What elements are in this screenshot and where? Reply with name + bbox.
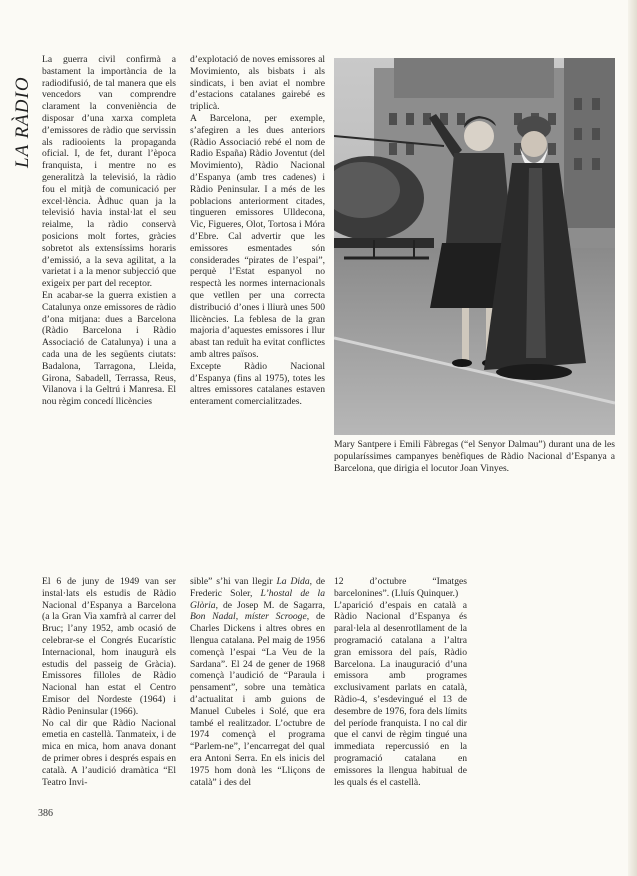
caption-text: Mary Santpere i Emili Fàbregas (“el Senyor Dalmau”) durant una de les popularíssimes campanyes benèfiques de Ràdio Nacional d’Espanya a Barcelona, que dirigia el locutor Joan Vinyes. [334,439,615,474]
top-column-2 [190,54,325,408]
page-edge [628,0,637,876]
paragraph: 12 d’octubre “Imatges barcelonines”. (Lluís Quinquer.) [334,576,467,599]
top-column-1 [42,54,176,408]
paragraph: No cal dir que Ràdio Nacional emetia en castellà. Tanmateix, i de mica en mica, hom anava donant de primer obres i després espais en català. A l’audició dramàtica “El Teatro Invi- [42,717,176,788]
paragraph [190,576,325,788]
section-title [10,50,34,170]
paragraph: La guerra civil confirmà a bastament la importància de la radiodifusió, de tal manera que els vencedors van comprendre clarament la conveniència de disposar d’una xarxa completa d’emissores de ràdio que servissin als radiooients la propaganda oficial. I, de fet, durant l’època franquista, i mentre no es generalitzà la televisió, la ràdio fou el mitjà de comunicació per excel·lència. Àdhuc quan ja la televisió havia instal·lat el seu reialme, la ràdio conservà posicions molt fortes, gràcies sobretot als extensíssims horaris d’emissió, a la seva agilitat, a la varietat i a la menor subjecció que exigeix per part del receptor. [42,54,176,290]
photograph [334,58,615,435]
bottom-column-2 [190,576,325,788]
title-bon-nadal: Bon Nadal, míster Scrooge [190,611,307,623]
page-number: 386 [38,808,53,819]
photo-caption [334,439,615,475]
text-run: sible” s’hi van llegir [190,576,277,587]
title-hostal-gloria: L’hostal de la Glòria [190,587,325,611]
text-run: , de Charles Dickens i altres obres en llengua catalana. Pel maig de 1956 començà l’espai “La Veu de la Sardana”. El 24 de gener de 1968 començà l’audició de “Paraula i pensament”, sobre una temàtica d’actualitat i amb guions de Manuel Cubeles i Solé, que era també el realitzador. L’octubre de 1974 començà el programa “Parlem-ne”, l’encarregat del qual era Antoni Serra. En els inicis del 1975 hom donà les “Lliçons de català” i des del [190,611,325,788]
paragraph: d’explotació de noves emissores al Movimiento, als bisbats i als sindicats, i ben aviat el nombre d’estacions catalanes gairebé es triplicà. [190,54,325,113]
paragraph: A Barcelona, per exemple, s’afegiren a les dues anteriors (Ràdio Associació rebé el nom de Radio España) Ràdio Joventut (del Movimiento), Ràdio Nacional d’Espanya (amb tres cadenes) i Ràdio Peninsular. I a més de les poblacions anteriorment citades, tingueren emissores Ulldecona, Vic, Figueres, Olot, Tortosa i Móra d’Ebre. Cal advertir que les emissores esmentades són considerades “pirates de l’espai”, perquè l’Estat espanyol no respectà les normes internacionals que vetllen per una correcta distribució d’ones i lliurà unes 500 llicències. La feblesa de la gran majoria d’aquestes emissores i llur abast tan reduït ha evitat conflictes amb altres països. [190,112,325,360]
text-run: , de Frederic Soler, [190,576,326,599]
text-run: , de Josep M. de Sagarra, [215,599,325,611]
paragraph: El 6 de juny de 1949 van ser instal·lats els estudis de Ràdio Nacional d’Espanya a Barcelona (a la Gran Via xamfrà al carrer del Bruc; l’any 1952, amb ocasió de celebrar-se el Congrés Eucarístic Internacional, hom inaugurà els estudis del passeig de Gràcia). Emissores filloles de Ràdio Nacional han estat el Centro Emisor del Nordeste (1964) i Ràdio Peninsular (1966). [42,576,176,717]
paragraph: En acabar-se la guerra existien a Catalunya onze emissores de ràdio d’ona mitjana: dues a Barcelona (Ràdio Barcelona i Ràdio Associació de Catalunya) i una a cada una de les següents ciutats: Badalona, Tarragona, Lleida, Girona, Sabadell, Terrassa, Reus, Vilanova i la Geltrú i Manresa. El nou règim concedí llicències [42,289,176,408]
bottom-column-3 [334,576,467,788]
paragraph: L’aparició d’espais en català a Ràdio Nacional d’Espanya és paral·lela al desenrotllament de la programació catalana a l’altra gran emissora del país, Ràdio Barcelona. La inauguració d’una emissora amb programes exclusivament parlats en català, Ràdio-4, s’esdevingué el 13 de desembre de 1976, fora dels límits del període franquista. I no cal dir que el canvi de règim tingué una immediata repercussió en la programació catalana en emissores la llengua habitual de les quals és el castellà. [334,599,467,788]
photo-illustration [334,58,615,435]
title-la-dida: La Dida [276,576,310,587]
bottom-column-1 [42,576,176,788]
section-title-text: LA RÀDIO [12,76,33,168]
paragraph: Excepte Ràdio Nacional d’Espanya (fins al 1975), totes les altres emissores catalanes estaven enterament comercialitzades. [190,360,325,408]
